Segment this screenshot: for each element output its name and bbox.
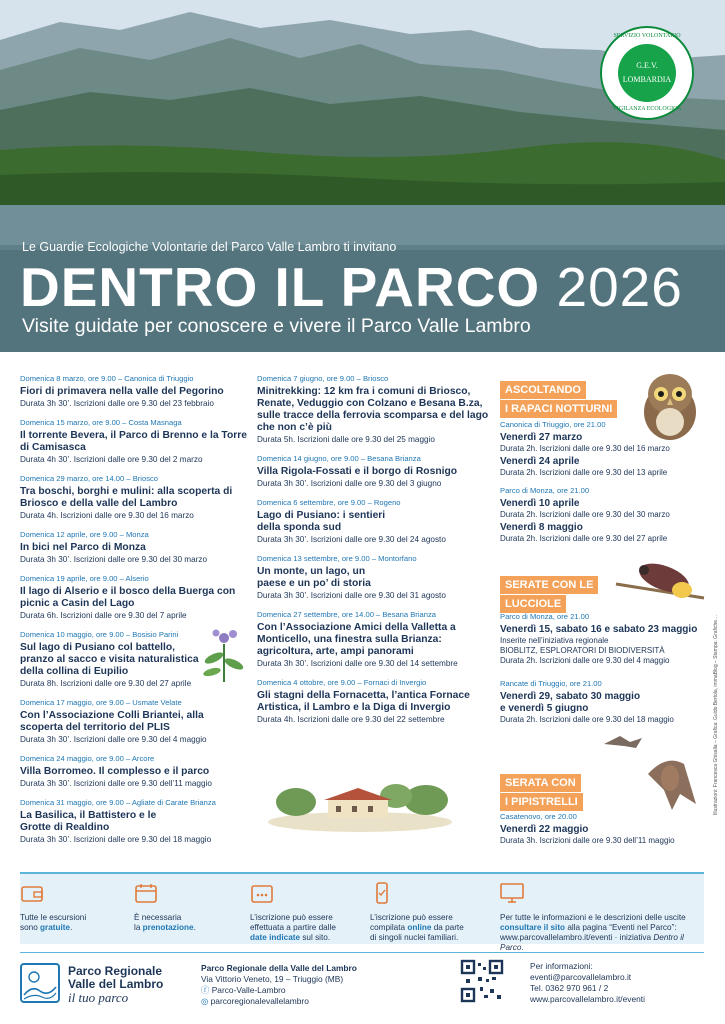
info-booking-text: È necessaria la prenotazione. bbox=[134, 913, 196, 932]
rapaci-tag-line-1: ASCOLTANDO bbox=[500, 381, 586, 399]
event-details: Durata 2h. Iscrizioni dalle ore 9.30 del 13 aprile bbox=[500, 468, 668, 477]
event-details: Durata 6h. Iscrizioni dalle ore 9.30 del 7 aprile bbox=[20, 611, 187, 620]
hero-banner bbox=[0, 0, 725, 352]
credits-text: Illustrazioni: Francesca Ghisalla – Grafica: Guido Bertola, immaBlog – Stampa: Grafiche… bbox=[713, 614, 719, 815]
event-item bbox=[20, 630, 200, 689]
event-details: Durata 4h. Iscrizioni dalle ore 9.30 del 22 settembre bbox=[257, 715, 445, 724]
pipistrelli-tag-line-2: I PIPISTRELLI bbox=[500, 793, 583, 811]
event-when: Domenica 31 maggio, ore 9.00 – Agliate di Carate Brianza bbox=[20, 798, 216, 807]
seal-top-text: SERVIZIO VOLONTARIO bbox=[613, 33, 681, 39]
event-place: Casatenovo, ore 20.00 bbox=[500, 812, 577, 821]
bat-illustration bbox=[600, 734, 704, 820]
smartphone-icon bbox=[370, 882, 394, 904]
event-details: Durata 3h 30’. Iscrizioni dalle ore 9.30 dell’11 maggio bbox=[20, 779, 212, 788]
event-when: Domenica 13 settembre, ore 9.00 – Montorfano bbox=[257, 554, 417, 563]
contact-phone[interactable]: Tel. 0362 970 961 / 2 bbox=[530, 983, 609, 993]
footer bbox=[20, 952, 704, 1012]
event-note: Inserite nell’iniziativa regionale bbox=[500, 636, 609, 645]
event-when: Domenica 6 settembre, ore 9.00 – Rogeno bbox=[257, 498, 401, 507]
event-details: Durata 2h. Iscrizioni dalle ore 9.30 del 27 aprile bbox=[500, 534, 668, 543]
park-logo bbox=[20, 963, 60, 1003]
event-details: Durata 3h 30’. Iscrizioni dalle ore 9.30 del 30 marzo bbox=[20, 555, 208, 564]
event-item bbox=[20, 474, 248, 521]
event-title: La Basilica, il Battistero e le Grotte di Realdino bbox=[20, 810, 157, 833]
facebook-icon: ⓕ bbox=[201, 985, 212, 995]
rapaci-triuggio-group bbox=[500, 420, 700, 478]
contact-label: Per informazioni: bbox=[530, 961, 593, 971]
event-details: Durata 3h 30’. Iscrizioni dalle ore 9.30 del 3 giugno bbox=[257, 479, 442, 488]
brand-line-1: Parco Regionale bbox=[68, 964, 163, 978]
event-title: In bici nel Parco di Monza bbox=[20, 542, 146, 553]
wallet-icon bbox=[20, 882, 44, 904]
instagram-icon: ◎ bbox=[201, 996, 211, 1006]
event-details: Durata 5h. Iscrizioni dalle ore 9.30 del 25 maggio bbox=[257, 435, 435, 444]
pipistrelli-tag-line-1: SERATA CON bbox=[500, 774, 581, 792]
instagram-handle: parcoregionalevallelambro bbox=[210, 996, 309, 1006]
event-item bbox=[20, 374, 248, 409]
monitor-icon bbox=[500, 882, 524, 904]
event-details: Durata 4h. Iscrizioni dalle ore 9.30 del 16 marzo bbox=[20, 511, 194, 520]
event-day: e venerdì 5 giugno bbox=[500, 703, 589, 714]
lucciole-tag-line-1: SERATE CON LE bbox=[500, 576, 598, 594]
seal-inner-circle bbox=[618, 44, 676, 102]
info-online bbox=[370, 882, 464, 943]
event-details: Durata 3h 30’. Iscrizioni dalle ore 9.30 del 18 maggio bbox=[20, 835, 212, 844]
event-details: Durata 3h 30’. Iscrizioni dalle ore 9.30 del 23 febbraio bbox=[20, 399, 214, 408]
park-logo-icon bbox=[22, 965, 58, 1001]
event-place: Rancate di Triuggio, ore 21.00 bbox=[500, 679, 602, 688]
event-item bbox=[257, 678, 489, 725]
event-day: Venerdì 8 maggio bbox=[500, 522, 583, 533]
event-item bbox=[20, 698, 248, 745]
lucciole-section-tag bbox=[500, 575, 598, 613]
firefly-illustration bbox=[612, 554, 710, 610]
address-block bbox=[201, 963, 401, 1007]
info-dates-text: L’iscrizione può essere effettuata a partire dalle date indicate sul sito. bbox=[250, 913, 336, 942]
event-title: Tra boschi, borghi e mulini: alla scoperta di Briosco e della valle del Lambro bbox=[20, 486, 233, 509]
brand-tagline: il tuo parco bbox=[68, 990, 129, 1005]
event-item bbox=[257, 454, 489, 489]
event-day: Venerdì 10 aprile bbox=[500, 498, 580, 509]
rapaci-monza-group bbox=[500, 486, 700, 544]
hero-kicker: Le Guardie Ecologiche Volontarie del Parco Valle Lambro ti invitano bbox=[22, 240, 397, 254]
event-item bbox=[257, 554, 489, 601]
instagram-link[interactable] bbox=[201, 996, 401, 1007]
event-when: Domenica 12 aprile, ore 9.00 – Monza bbox=[20, 530, 149, 539]
event-place: Parco di Monza, ore 21.00 bbox=[500, 486, 590, 495]
event-details: Durata 4h 30’. Iscrizioni dalle ore 9.30 del 2 marzo bbox=[20, 455, 203, 464]
event-day: Venerdì 27 marzo bbox=[500, 432, 583, 443]
pipistrelli-casatenovo-group bbox=[500, 812, 700, 846]
event-item bbox=[20, 798, 216, 845]
event-when: Domenica 19 aprile, ore 9.00 – Alserio bbox=[20, 574, 149, 583]
event-details: Durata 2h. Iscrizioni dalle ore 9.30 del 18 maggio bbox=[500, 715, 674, 724]
seal-line-2: LOMBARDIA bbox=[622, 75, 672, 84]
contact-website[interactable]: www.parcovallelambro.it/eventi bbox=[530, 994, 645, 1004]
event-title: Villa Rigola-Fossati e il borgo di Rosnigo bbox=[257, 466, 458, 477]
pipistrelli-section-tag bbox=[500, 773, 583, 811]
info-strip bbox=[20, 872, 704, 952]
info-booking bbox=[134, 882, 196, 933]
event-day: Venerdì 22 maggio bbox=[500, 824, 589, 835]
gev-lombardia-seal bbox=[600, 26, 694, 120]
seal-bottom-text: VIGILANZA ECOLOGICA bbox=[612, 106, 682, 112]
lucciole-monza-group bbox=[500, 612, 700, 666]
info-free bbox=[20, 882, 86, 933]
event-item bbox=[257, 374, 489, 445]
event-title: Con l’Associazione Colli Briantei, alla scoperta del territorio del PLIS bbox=[20, 710, 204, 733]
facebook-link[interactable] bbox=[201, 985, 401, 996]
org-address: Via Vittorio Veneto, 19 – Triuggio (MB) bbox=[201, 974, 344, 984]
event-details: Durata 3h 30’. Iscrizioni dalle ore 9.30 del 31 agosto bbox=[257, 591, 446, 600]
event-item bbox=[257, 610, 489, 669]
event-details: Durata 8h. Iscrizioni dalle ore 9.30 del 27 aprile bbox=[20, 679, 192, 688]
event-title: Con l’Associazione Amici della Valletta a Monticello, una finestra sulla Brianza: agricoltura, arte, ampi panorami bbox=[257, 622, 456, 657]
event-details: Durata 2h. Iscrizioni dalle ore 9.30 del 30 marzo bbox=[500, 510, 670, 519]
info-free-text: Tutte le escursioni sono gratuite. bbox=[20, 913, 87, 932]
event-title: Sul lago di Pusiano col battello, pranzo al sacco e visita naturalistica della collina di Eupilio bbox=[20, 642, 199, 677]
facebook-handle: Parco-Valle-Lambro bbox=[211, 985, 286, 995]
event-when: Domenica 8 marzo, ore 9.00 – Canonica di Triuggio bbox=[20, 374, 194, 383]
event-when: Domenica 14 giugno, ore 9.00 – Besana Brianza bbox=[257, 454, 421, 463]
rapaci-section-tag bbox=[500, 380, 617, 418]
event-title: Gli stagni della Fornacetta, l’antica Fornace Artistica, il Lambro e la Diga di Invergio bbox=[257, 690, 470, 713]
event-details: Durata 3h 30’. Iscrizioni dalle ore 9.30 del 14 settembre bbox=[257, 659, 458, 668]
credits-vertical bbox=[713, 585, 719, 815]
contact-block bbox=[530, 961, 704, 1005]
event-title: Fiori di primavera nella valle del Pegorino bbox=[20, 386, 224, 397]
event-title: Un monte, un lago, un paese e un po’ di storia bbox=[257, 566, 371, 589]
event-item bbox=[20, 530, 248, 565]
farmhouse-illustration bbox=[266, 770, 454, 832]
event-title: Villa Borromeo. Il complesso e il parco bbox=[20, 766, 210, 777]
event-when: Domenica 24 maggio, ore 9.00 – Arcore bbox=[20, 754, 155, 763]
event-note: BIOBLITZ, ESPLORATORI DI BIODIVERSITÀ bbox=[500, 646, 665, 655]
title-year: 2026 bbox=[556, 256, 683, 318]
info-dates bbox=[250, 882, 336, 943]
events-column-2 bbox=[257, 374, 489, 734]
event-item bbox=[257, 498, 489, 545]
event-when: Domenica 10 maggio, ore 9.00 – Bosisio Parini bbox=[20, 630, 179, 639]
event-title: Il lago di Alserio e il bosco della Buerga con picnic a Casin del Lago bbox=[20, 586, 236, 609]
event-title: Il torrente Bevera, il Parco di Brenno e la Torre di Camisasca bbox=[20, 430, 247, 453]
event-day: Venerdì 29, sabato 30 maggio bbox=[500, 691, 641, 702]
calendar-icon bbox=[134, 882, 158, 904]
event-details: Durata 3h 30’. Iscrizioni dalle ore 9.30 del 4 maggio bbox=[20, 735, 207, 744]
brand-line-2: Valle del Lambro bbox=[68, 977, 164, 991]
rapaci-tag-line-2: I RAPACI NOTTURNI bbox=[500, 400, 617, 418]
info-website-text: Per tutte le informazioni e le descrizioni delle uscite consultare il sito alla pagina “Eventi nel Parco”: www.parcovallelambro.it/eventi · iniziativa Dentro il Parco. bbox=[500, 913, 686, 952]
event-place: Parco di Monza, ore 21.00 bbox=[500, 612, 590, 621]
contact-email[interactable]: eventi@parcovallelambro.it bbox=[530, 972, 632, 982]
event-details: Durata 2h. Iscrizioni dalle ore 9.30 del 4 maggio bbox=[500, 656, 670, 665]
event-day: Venerdì 24 aprile bbox=[500, 456, 580, 467]
event-details: Durata 3h 30’. Iscrizioni dalle ore 9.30 del 24 agosto bbox=[257, 535, 446, 544]
event-day: Venerdì 15, sabato 16 e sabato 23 maggio bbox=[500, 624, 698, 635]
event-title: Lago di Pusiano: i sentieri della sponda sud bbox=[257, 510, 386, 533]
event-details: Durata 3h. Iscrizioni dalle ore 9.30 dell’11 maggio bbox=[500, 836, 675, 845]
lucciole-tag-line-2: LUCCIOLE bbox=[500, 595, 566, 613]
events-column-1 bbox=[20, 374, 248, 854]
event-item bbox=[20, 754, 248, 789]
event-item bbox=[20, 418, 248, 465]
event-title: Minitrekking: 12 km fra i comuni di Briosco, Renate, Veduggio con Colzano e Besana B.za, sulle tracce della ferrovia scomparsa e del lago che non c’è più bbox=[257, 386, 489, 433]
calendar-grid-icon bbox=[250, 882, 274, 904]
info-website bbox=[500, 882, 704, 953]
event-when: Domenica 15 marzo, ore 9.00 – Costa Masnaga bbox=[20, 418, 182, 427]
event-when: Domenica 4 ottobre, ore 9.00 – Fornaci di Invergio bbox=[257, 678, 427, 687]
event-when: Domenica 17 maggio, ore 9.00 – Usmate Velate bbox=[20, 698, 182, 707]
event-when: Domenica 7 giugno, ore 9.00 – Briosco bbox=[257, 374, 389, 383]
flower-illustration bbox=[200, 624, 248, 684]
info-online-text: L’iscrizione può essere compilata online da parte di singoli nuclei familiari. bbox=[370, 913, 464, 942]
org-name: Parco Regionale della Valle del Lambro bbox=[201, 963, 357, 973]
lucciole-rancate-group bbox=[500, 679, 700, 725]
title-main: DENTRO IL PARCO bbox=[20, 256, 541, 318]
event-item bbox=[20, 574, 248, 621]
page-subtitle: Visite guidate per conoscere e vivere il Parco Valle Lambro bbox=[22, 315, 531, 337]
qr-code[interactable] bbox=[460, 959, 504, 1003]
page-title bbox=[20, 255, 683, 319]
event-when: Domenica 27 settembre, ore 14.00 – Besana Brianza bbox=[257, 610, 436, 619]
event-details: Durata 2h. Iscrizioni dalle ore 9.30 del 16 marzo bbox=[500, 444, 670, 453]
event-when: Domenica 29 marzo, ore 14.00 – Briosco bbox=[20, 474, 159, 483]
event-place: Canonica di Triuggio, ore 21.00 bbox=[500, 420, 606, 429]
seal-line-1: G.E.V. bbox=[636, 61, 658, 70]
